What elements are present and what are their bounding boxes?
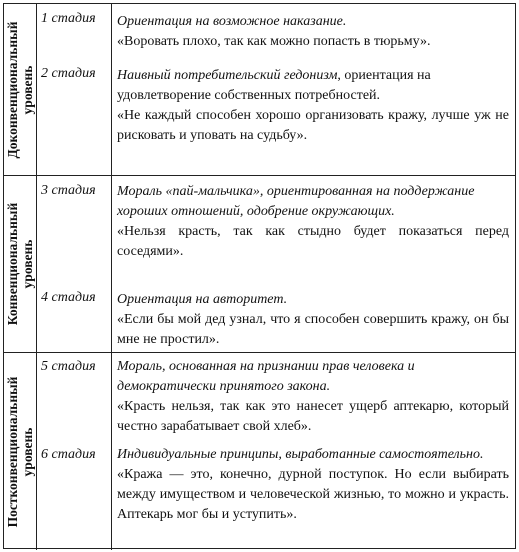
level-cell <box>4 353 37 550</box>
level-label: Постконвенциональный уровень <box>5 376 35 527</box>
kohlberg-stages-table <box>3 3 516 549</box>
stage-label-4: 4 стадия <box>41 290 96 305</box>
stage-cell <box>37 353 112 550</box>
stage-label-6: 6 стадия <box>41 447 96 462</box>
level-cell <box>4 4 37 175</box>
level-row-conventional <box>4 176 515 353</box>
stage-cell <box>37 4 112 175</box>
stage-label-5: 5 стадия <box>41 359 96 374</box>
stage-label-3: 3 стадия <box>41 183 96 198</box>
stage-label-1: 1 стадия <box>41 11 96 26</box>
stage-cell <box>37 176 112 352</box>
stage-description-4: Ориентация на авторитет. «Если бы мой дед узнал, что я способен совершить кражу, он бы мне не простил». <box>117 292 509 347</box>
level-label: Доконвенциональный уровень <box>5 21 35 158</box>
level-cell <box>4 176 37 352</box>
stage-description-3: Мораль «пай-мальчика», ориентированная на поддержание хороших отношений, одобрение окружающих. «Нельзя красть, так как стыдно будет показаться перед соседями». <box>117 184 509 259</box>
level-row-preconventional <box>4 4 515 176</box>
level-row-postconventional <box>4 353 515 550</box>
level-label: Конвенциональный уровень <box>5 202 35 326</box>
stage-description-2: Наивный потребительский гедонизм, ориентация на удовлетворение собственных потребностей. «Не каждый способен хорошо организовать кражу, лучше уж не рисковать и уповать на судьбу». <box>117 68 509 143</box>
stage-label-2: 2 стадия <box>41 66 96 81</box>
stage-description-6: Индивидуальные принципы, выработанные самостоятельно. «Кража — это, конечно, дурной поступок. Но если выбирать между имуществом и человеческой жизнью, то можно и украсть. Аптекарь мог бы и уступить». <box>117 447 509 522</box>
stage-description-5: Мораль, основанная на признании прав человека и демократически принятого закона. «Красть нельзя, так как это нанесет ущерб аптекарю, который честно зарабатывает свой хлеб». <box>117 359 509 434</box>
stage-description-1: Ориентация на возможное наказание. «Воровать плохо, так как можно попасть в тюрьму». <box>117 14 431 49</box>
